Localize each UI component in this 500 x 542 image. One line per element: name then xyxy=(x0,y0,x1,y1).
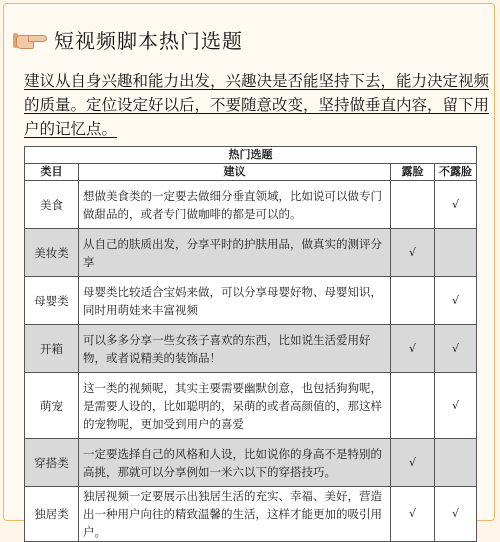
category-cell: 穿搭类 xyxy=(25,439,79,487)
advice-cell: 母婴类比较适合宝妈来做，可以分享母婴好物、母婴知识，同时用萌娃来丰富视频 xyxy=(79,277,391,325)
table-row xyxy=(25,487,477,542)
face-cell: √ xyxy=(391,229,435,277)
column-header-advice: 建议 xyxy=(79,164,391,181)
topics-table xyxy=(24,146,477,542)
table-row xyxy=(25,277,477,325)
intro-paragraph: 建议从自身兴趣和能力出发，兴趣决是否能坚持下去，能力决定视频的质量。定位设定好以后，不要随意改变，坚持做垂直内容，留下用户的记忆点。 xyxy=(24,72,490,138)
category-cell: 美食 xyxy=(25,181,79,229)
face-cell: √ xyxy=(391,325,435,373)
topics-table-wrap xyxy=(24,146,476,542)
noface-cell: √ xyxy=(435,373,477,439)
table-caption: 热门选题 xyxy=(25,147,477,164)
category-cell: 开箱 xyxy=(25,325,79,373)
category-cell: 萌宠 xyxy=(25,373,79,439)
noface-cell: √ xyxy=(435,277,477,325)
advice-cell: 可以多多分享一些女孩子喜欢的东西，比如说生活爱用好物，或者说精美的装饰品！ xyxy=(79,325,391,373)
column-header-face: 露脸 xyxy=(391,164,435,181)
advice-cell: 独居视频一定要展示出独居生活的充实、幸福、美好，营造出一种用户向往的精致温馨的生活，这样才能更加的吸引用户。 xyxy=(79,487,391,542)
face-cell: √ xyxy=(391,487,435,542)
table-row xyxy=(25,325,477,373)
page-title: 短视频脚本热门选题 xyxy=(54,28,243,53)
noface-cell xyxy=(435,229,477,277)
advice-cell: 想做美食类的一定要去做细分垂直领域，比如说可以做专门做甜品的，或者专门做咖啡的都是可以的。 xyxy=(79,181,391,229)
noface-cell: √ xyxy=(435,325,477,373)
table-row xyxy=(25,439,477,487)
table-row xyxy=(25,181,477,229)
noface-cell xyxy=(435,439,477,487)
face-cell xyxy=(391,181,435,229)
table-row xyxy=(25,229,477,277)
noface-cell: √ xyxy=(435,487,477,542)
pointing-hand-icon xyxy=(16,29,46,49)
category-cell: 独居类 xyxy=(25,487,79,542)
advice-cell: 一定要选择自己的风格和人设，比如说你的身高不是特别的高挑，那就可以分享例如一米六以下的穿搭技巧。 xyxy=(79,439,391,487)
noface-cell: √ xyxy=(435,181,477,229)
category-cell: 母婴类 xyxy=(25,277,79,325)
table-row xyxy=(25,373,477,439)
advice-cell: 从自己的肤质出发，分享平时的护肤用品，做真实的测评分享 xyxy=(79,229,391,277)
category-cell: 美妆类 xyxy=(25,229,79,277)
face-cell: √ xyxy=(391,439,435,487)
advice-cell: 这一类的视频呢，其实主要需要幽默创意，也包括狗狗呢，是需要人设的，比如聪明的，呆萌的或者高颜值的，那这样的宠物呢，更加受到用户的喜爱 xyxy=(79,373,391,439)
face-cell xyxy=(391,373,435,439)
face-cell xyxy=(391,277,435,325)
header xyxy=(16,22,243,56)
column-header-noface: 不露脸 xyxy=(435,164,477,181)
column-header-category: 类目 xyxy=(25,164,79,181)
